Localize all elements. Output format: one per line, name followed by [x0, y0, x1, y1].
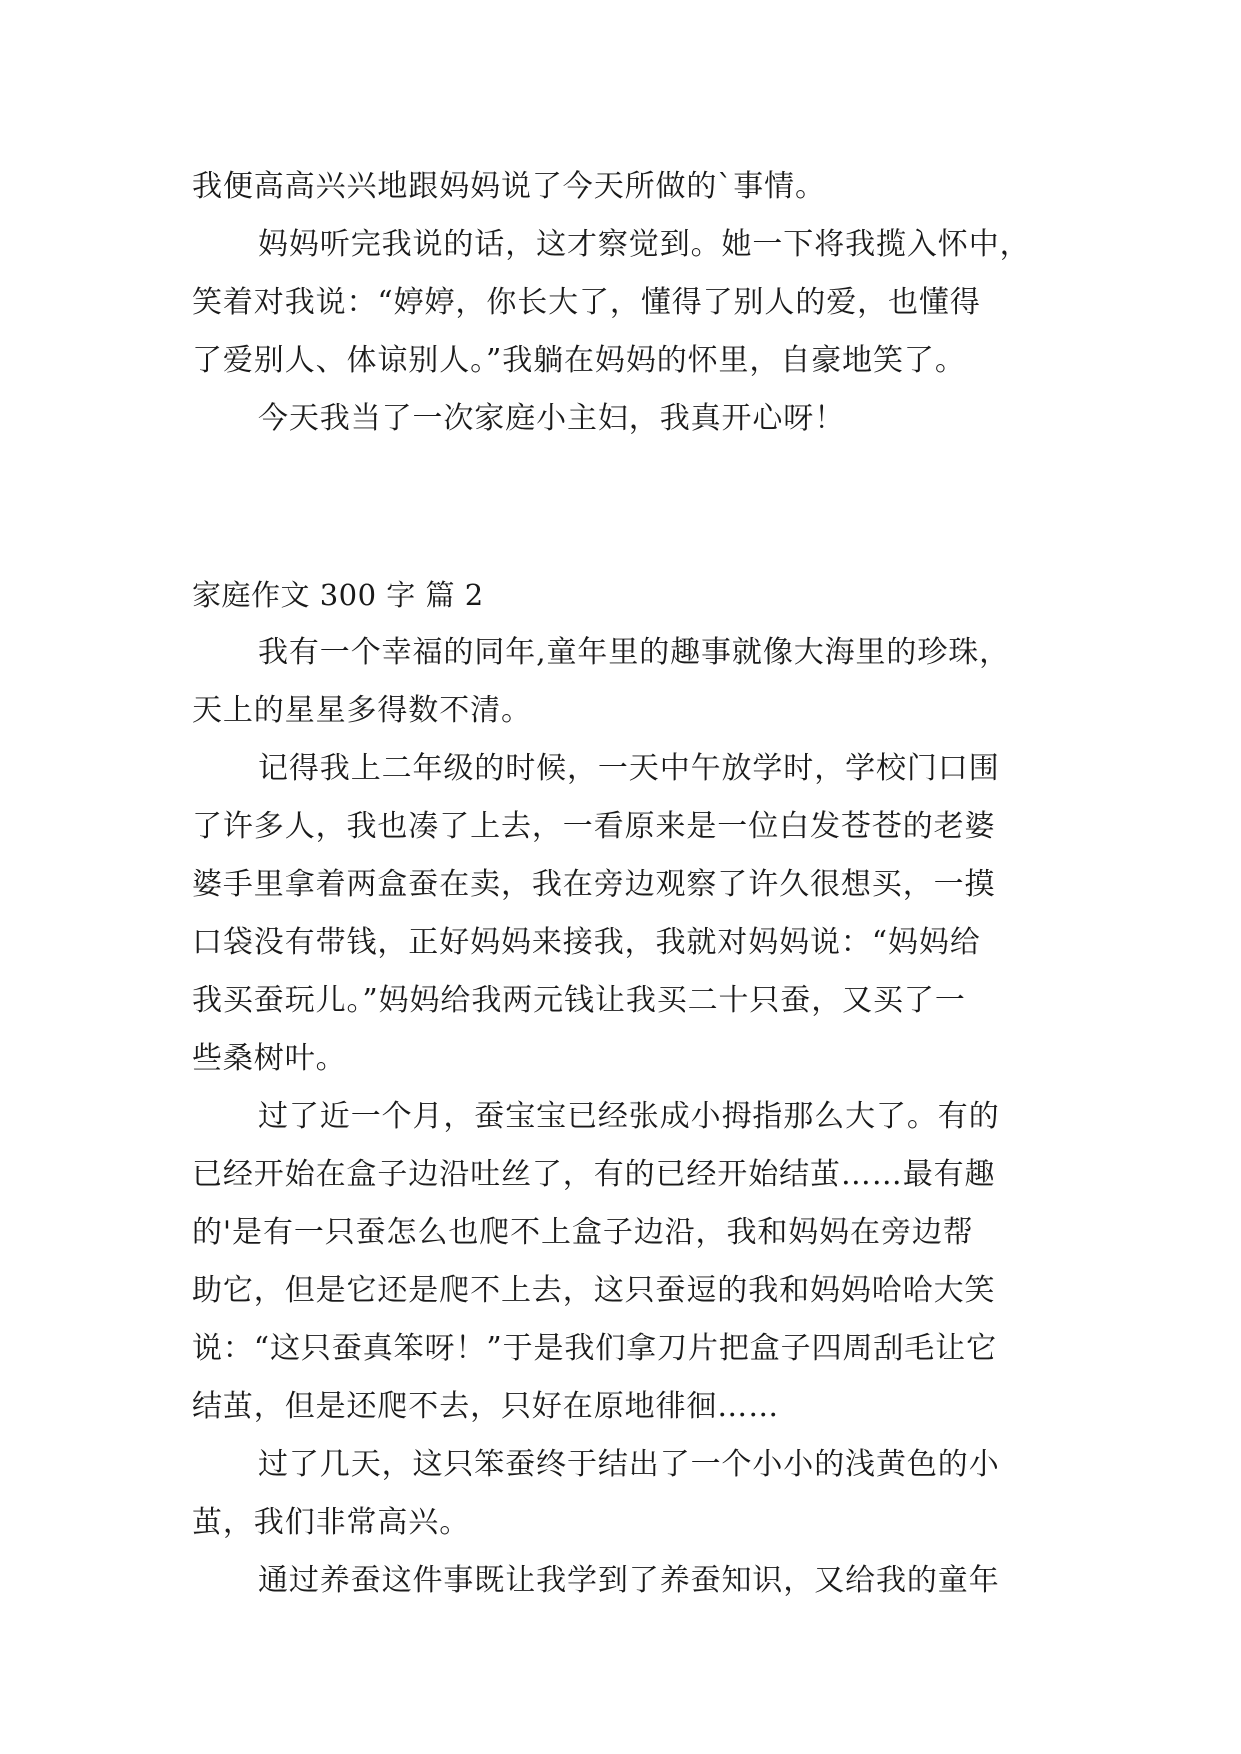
- section-heading: 家庭作文 300 字 篇 2: [192, 578, 484, 612]
- text-line: 了爱别人、体谅别人。”我躺在妈妈的怀里，自豪地笑了。: [192, 343, 966, 378]
- text-line: 今天我当了一次家庭小主妇，我真开心呀！: [258, 401, 846, 436]
- text-line: 过了几天，这只笨蚕终于结出了一个小小的浅黄色的小: [258, 1447, 1000, 1482]
- section-spacer: [192, 448, 1062, 566]
- essay-text: [192, 158, 1062, 1610]
- text-line: 我便高高兴兴地跟妈妈说了今天所做的`事情。: [192, 169, 826, 204]
- text-line: 婆手里拿着两盒蚕在卖，我在旁边观察了许久很想买，一摸: [192, 867, 996, 902]
- text-line: 过了近一个月，蚕宝宝已经张成小拇指那么大了。有的: [258, 1099, 1000, 1134]
- text-line: 了许多人，我也凑了上去，一看原来是一位白发苍苍的老婆: [192, 809, 996, 844]
- text-line: 我买蚕玩儿。”妈妈给我两元钱让我买二十只蚕，又买了一: [192, 983, 966, 1018]
- text-line: 些桑树叶。: [192, 1041, 347, 1076]
- text-line: 我有一个幸福的同年,童年里的趣事就像大海里的珍珠，: [258, 635, 1011, 670]
- text-line: 说：“这只蚕真笨呀！”于是我们拿刀片把盒子四周刮毛让它: [192, 1331, 997, 1366]
- text-line: 妈妈听完我说的话，这才察觉到。她一下将我揽入怀中，: [258, 227, 1031, 262]
- text-line: 笑着对我说：“婷婷，你长大了，懂得了别人的爱，也懂得: [192, 285, 981, 320]
- text-line: 助它，但是它还是爬不上去，这只蚕逗的我和妈妈哈哈大笑: [192, 1273, 996, 1308]
- text-line: 已经开始在盒子边沿吐丝了，有的已经开始结茧……最有趣: [192, 1157, 996, 1192]
- text-line: 天上的星星多得数不清。: [192, 693, 532, 728]
- text-line: 口袋没有带钱，正好妈妈来接我，我就对妈妈说：“妈妈给: [192, 925, 981, 960]
- text-line: 通过养蚕这件事既让我学到了养蚕知识，又给我的童年: [258, 1563, 1000, 1598]
- text-line: 的'是有一只蚕怎么也爬不上盒子边沿，我和妈妈在旁边帮: [192, 1215, 974, 1250]
- text-line: 记得我上二年级的时候，一天中午放学时，学校门口围: [258, 751, 1000, 786]
- text-line: 茧，我们非常高兴。: [192, 1505, 471, 1540]
- text-line: 结茧，但是还爬不去，只好在原地徘徊……: [192, 1389, 780, 1424]
